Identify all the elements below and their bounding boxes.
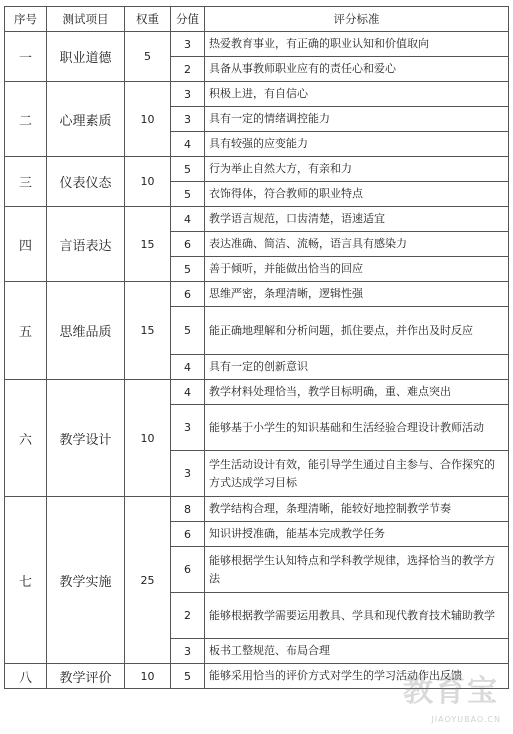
group-seq: 六 <box>5 380 47 497</box>
group-weight: 15 <box>125 207 171 282</box>
row-score: 3 <box>171 405 205 451</box>
group-weight: 10 <box>125 380 171 497</box>
header-seq: 序号 <box>5 7 47 32</box>
group-seq: 一 <box>5 32 47 82</box>
row-criteria: 具有较强的应变能力 <box>205 132 509 157</box>
row-criteria: 积极上进，有自信心 <box>205 82 509 107</box>
row-criteria: 能够基于小学生的知识基础和生活经验合理设计教师活动 <box>205 405 509 451</box>
row-score: 4 <box>171 355 205 380</box>
row-score: 6 <box>171 547 205 593</box>
group-weight: 10 <box>125 157 171 207</box>
table-row <box>5 282 509 307</box>
row-criteria: 能够根据学生认知特点和学科教学规律，选择恰当的教学方法 <box>205 547 509 593</box>
row-criteria: 思维严密，条理清晰，逻辑性强 <box>205 282 509 307</box>
row-criteria: 能够采用恰当的评价方式对学生的学习活动作出反馈 <box>205 664 509 689</box>
group-seq: 五 <box>5 282 47 380</box>
row-criteria: 行为举止自然大方，有亲和力 <box>205 157 509 182</box>
row-score: 5 <box>171 157 205 182</box>
row-score: 4 <box>171 132 205 157</box>
row-criteria: 教学语言规范，口齿清楚，语速适宜 <box>205 207 509 232</box>
row-score: 2 <box>171 57 205 82</box>
row-score: 3 <box>171 82 205 107</box>
group-weight: 25 <box>125 497 171 664</box>
group-seq: 七 <box>5 497 47 664</box>
row-score: 3 <box>171 639 205 664</box>
row-criteria: 教学材料处理恰当，教学目标明确，重、难点突出 <box>205 380 509 405</box>
header-criteria: 评分标准 <box>205 7 509 32</box>
table-row <box>5 207 509 232</box>
group-item: 仪表仪态 <box>47 157 125 207</box>
row-score: 3 <box>171 451 205 497</box>
table-row <box>5 497 509 522</box>
group-item: 言语表达 <box>47 207 125 282</box>
row-criteria: 具备从事教师职业应有的责任心和爱心 <box>205 57 509 82</box>
row-score: 4 <box>171 207 205 232</box>
table-row <box>5 157 509 182</box>
row-score: 5 <box>171 307 205 355</box>
row-criteria: 热爱教育事业，有正确的职业认知和价值取向 <box>205 32 509 57</box>
row-score: 5 <box>171 664 205 689</box>
group-item: 心理素质 <box>47 82 125 157</box>
group-weight: 10 <box>125 82 171 157</box>
row-score: 3 <box>171 32 205 57</box>
row-score: 2 <box>171 593 205 639</box>
row-score: 6 <box>171 522 205 547</box>
row-score: 3 <box>171 107 205 132</box>
group-weight: 15 <box>125 282 171 380</box>
row-score: 4 <box>171 380 205 405</box>
row-criteria: 能正确地理解和分析问题，抓住要点，并作出及时反应 <box>205 307 509 355</box>
header-item: 测试项目 <box>47 7 125 32</box>
table-row <box>5 82 509 107</box>
group-weight: 10 <box>125 664 171 689</box>
table-header-row <box>5 7 509 32</box>
group-seq: 二 <box>5 82 47 157</box>
group-item: 职业道德 <box>47 32 125 82</box>
watermark-logo: 教育宝 <box>403 674 499 709</box>
row-score: 8 <box>171 497 205 522</box>
header-score: 分值 <box>171 7 205 32</box>
row-criteria: 学生活动设计有效，能引导学生通过自主参与、合作探究的方式达成学习目标 <box>205 451 509 497</box>
table-row <box>5 32 509 57</box>
table-row <box>5 380 509 405</box>
group-item: 思维品质 <box>47 282 125 380</box>
row-criteria: 善于倾听，并能做出恰当的回应 <box>205 257 509 282</box>
group-seq: 八 <box>5 664 47 689</box>
row-criteria: 具有一定的创新意识 <box>205 355 509 380</box>
row-criteria: 知识讲授准确，能基本完成教学任务 <box>205 522 509 547</box>
group-weight: 5 <box>125 32 171 82</box>
row-score: 6 <box>171 282 205 307</box>
row-criteria: 具有一定的情绪调控能力 <box>205 107 509 132</box>
row-score: 5 <box>171 182 205 207</box>
row-criteria: 表达准确、简洁、流畅，语言具有感染力 <box>205 232 509 257</box>
row-score: 5 <box>171 257 205 282</box>
group-seq: 三 <box>5 157 47 207</box>
group-item: 教学评价 <box>47 664 125 689</box>
group-item: 教学设计 <box>47 380 125 497</box>
watermark-url: JIAOYUBAO.CN <box>431 715 501 724</box>
row-criteria: 教学结构合理，条理清晰，能较好地控制教学节奏 <box>205 497 509 522</box>
group-item: 教学实施 <box>47 497 125 664</box>
row-criteria: 衣饰得体，符合教师的职业特点 <box>205 182 509 207</box>
row-criteria: 板书工整规范、布局合理 <box>205 639 509 664</box>
row-score: 6 <box>171 232 205 257</box>
table-body <box>5 32 509 689</box>
scoring-table <box>4 6 509 689</box>
group-seq: 四 <box>5 207 47 282</box>
header-weight: 权重 <box>125 7 171 32</box>
row-criteria: 能够根据教学需要运用教具、学具和现代教育技术辅助教学 <box>205 593 509 639</box>
